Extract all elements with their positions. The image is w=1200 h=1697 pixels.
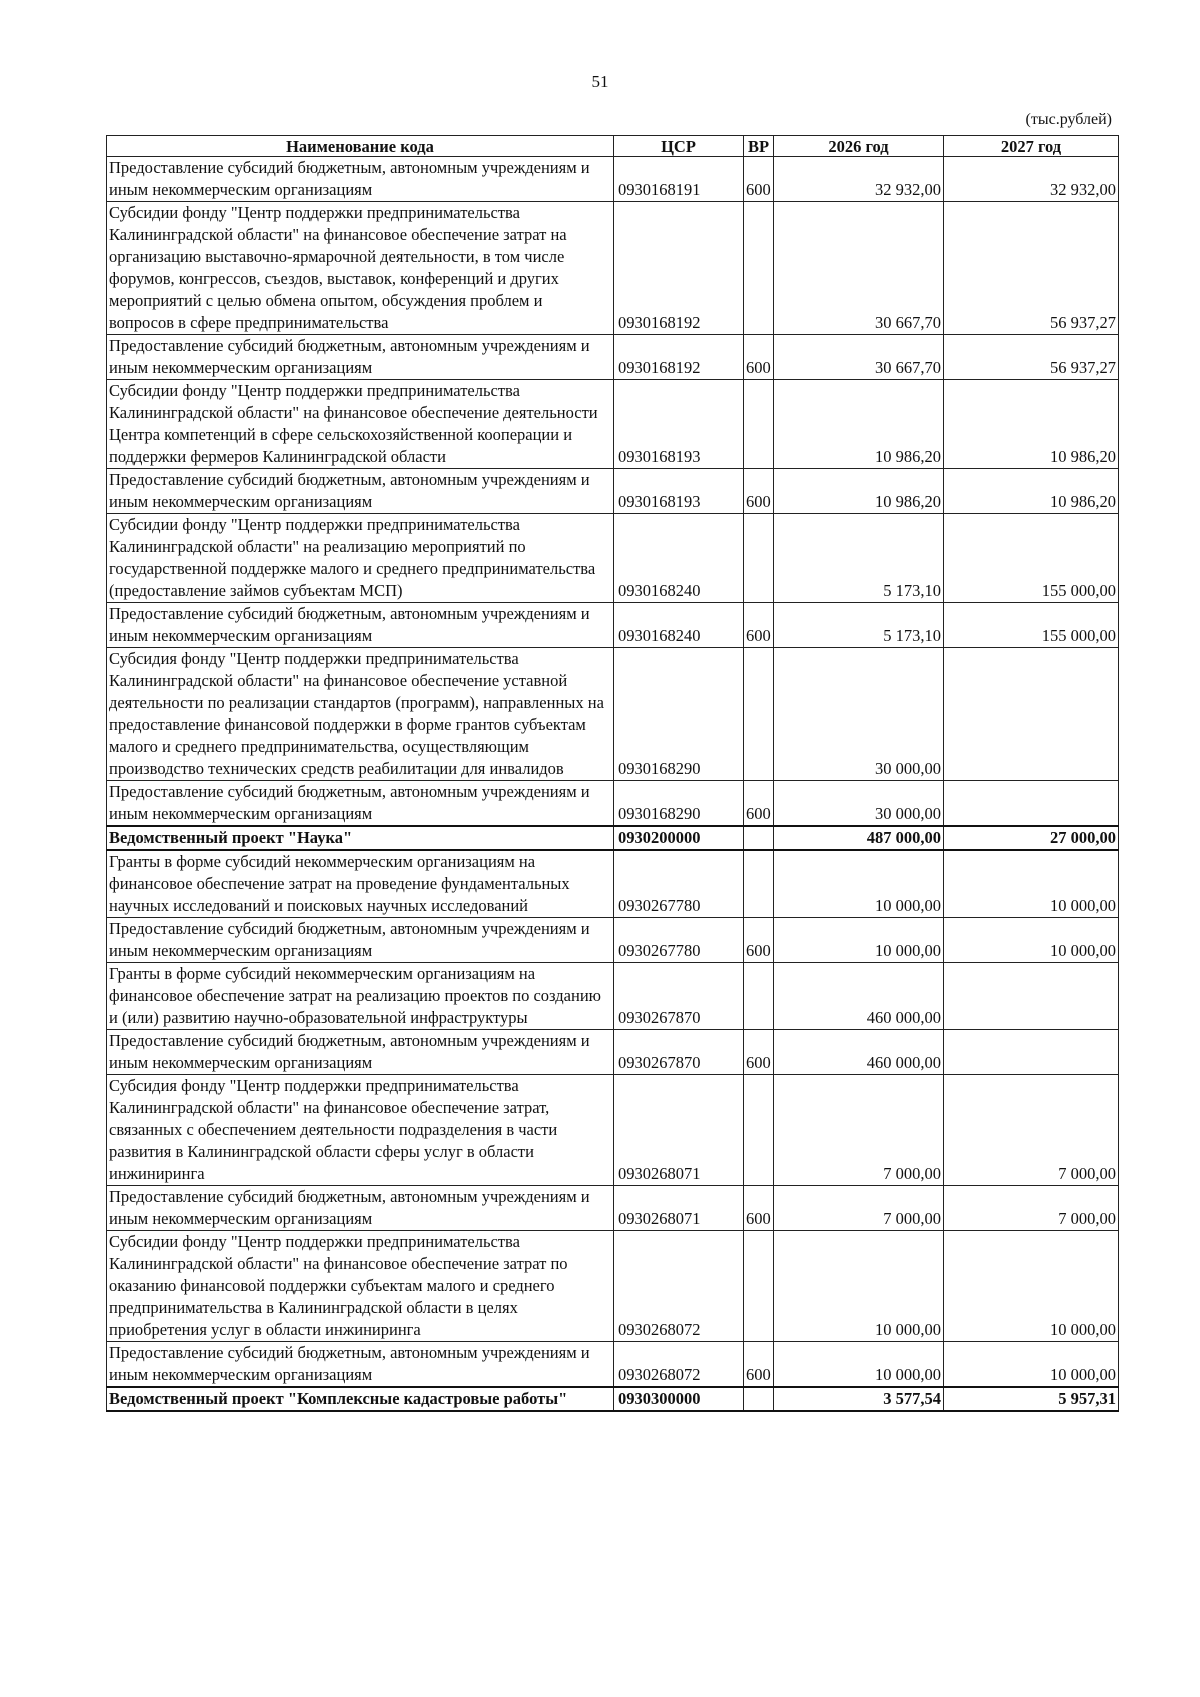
cell-csr: 0930200000 xyxy=(614,826,744,850)
table-row xyxy=(107,1231,1119,1342)
cell-vr xyxy=(744,514,774,603)
cell-2027: 10 000,00 xyxy=(944,850,1119,918)
cell-csr: 0930267780 xyxy=(614,850,744,918)
cell-2027: 5 957,31 xyxy=(944,1387,1119,1411)
cell-2027: 7 000,00 xyxy=(944,1075,1119,1186)
table-row xyxy=(107,202,1119,335)
cell-2026: 30 000,00 xyxy=(774,781,944,827)
cell-vr xyxy=(744,850,774,918)
table-row xyxy=(107,918,1119,963)
cell-2026: 460 000,00 xyxy=(774,1030,944,1075)
cell-name: Предоставление субсидий бюджетным, автономным учреждениям и иным некоммерческим организациям xyxy=(107,781,614,827)
table-row xyxy=(107,648,1119,781)
cell-2027: 10 986,20 xyxy=(944,380,1119,469)
cell-2027: 155 000,00 xyxy=(944,603,1119,648)
table-row xyxy=(107,1387,1119,1411)
cell-vr: 600 xyxy=(744,1342,774,1388)
cell-name: Предоставление субсидий бюджетным, автономным учреждениям и иным некоммерческим организациям xyxy=(107,918,614,963)
cell-csr: 0930168193 xyxy=(614,380,744,469)
cell-name: Предоставление субсидий бюджетным, автономным учреждениям и иным некоммерческим организациям xyxy=(107,1186,614,1231)
cell-name: Субсидии фонду "Центр поддержки предпринимательства Калининградской области" на финансовое обеспечение затрат на организацию выставочно-ярмарочной деятельности, в том числе форумов, конгрессов, съездов, выставок, конференций и других мероприятий с целью обмена опытом, обсуждения проблем и вопросов в сфере предпринимательства xyxy=(107,202,614,335)
cell-name: Гранты в форме субсидий некоммерческим организациям на финансовое обеспечение затрат на реализацию проектов по созданию и (или) развитию научно-образовательной инфраструктуры xyxy=(107,963,614,1030)
cell-csr: 0930267780 xyxy=(614,918,744,963)
cell-name: Предоставление субсидий бюджетным, автономным учреждениям и иным некоммерческим организациям xyxy=(107,469,614,514)
cell-vr: 600 xyxy=(744,1186,774,1231)
cell-vr: 600 xyxy=(744,603,774,648)
cell-csr: 0930168192 xyxy=(614,202,744,335)
table-row xyxy=(107,469,1119,514)
table-row xyxy=(107,1075,1119,1186)
cell-name: Предоставление субсидий бюджетным, автономным учреждениям и иным некоммерческим организациям xyxy=(107,157,614,202)
cell-csr: 0930268071 xyxy=(614,1186,744,1231)
cell-2026: 32 932,00 xyxy=(774,157,944,202)
cell-2027: 56 937,27 xyxy=(944,335,1119,380)
table-row xyxy=(107,514,1119,603)
cell-2027 xyxy=(944,648,1119,781)
header-name: Наименование кода xyxy=(107,136,614,157)
cell-2026: 10 986,20 xyxy=(774,469,944,514)
cell-csr: 0930168290 xyxy=(614,648,744,781)
table-row xyxy=(107,963,1119,1030)
cell-2026: 5 173,10 xyxy=(774,514,944,603)
table-row xyxy=(107,380,1119,469)
cell-vr: 600 xyxy=(744,157,774,202)
cell-2026: 460 000,00 xyxy=(774,963,944,1030)
cell-2027: 56 937,27 xyxy=(944,202,1119,335)
table-row xyxy=(107,157,1119,202)
cell-csr: 0930267870 xyxy=(614,963,744,1030)
table-row xyxy=(107,335,1119,380)
cell-csr: 0930168240 xyxy=(614,514,744,603)
budget-table xyxy=(106,135,1119,1412)
table-header-row xyxy=(107,136,1119,157)
cell-vr xyxy=(744,1075,774,1186)
cell-2027: 155 000,00 xyxy=(944,514,1119,603)
cell-2026: 487 000,00 xyxy=(774,826,944,850)
cell-name: Субсидии фонду "Центр поддержки предпринимательства Калининградской области" на финансовое обеспечение затрат по оказанию финансовой поддержки субъектам малого и среднего предпринимательства в Калининградской области в целях приобретения услуг в области инжиниринга xyxy=(107,1231,614,1342)
cell-vr xyxy=(744,963,774,1030)
header-2026: 2026 год xyxy=(774,136,944,157)
cell-2026: 10 000,00 xyxy=(774,1342,944,1388)
cell-vr: 600 xyxy=(744,1030,774,1075)
table-row xyxy=(107,1030,1119,1075)
cell-2026: 7 000,00 xyxy=(774,1186,944,1231)
cell-csr: 0930168193 xyxy=(614,469,744,514)
cell-name: Субсидия фонду "Центр поддержки предпринимательства Калининградской области" на финансовое обеспечение затрат, связанных с обеспечением деятельности подразделения в части развития в Калининградской области сферы услуг в области инжиниринга xyxy=(107,1075,614,1186)
cell-2026: 30 000,00 xyxy=(774,648,944,781)
cell-vr: 600 xyxy=(744,469,774,514)
cell-csr: 0930168290 xyxy=(614,781,744,827)
units-label: (тыс.рублей) xyxy=(1025,111,1112,128)
cell-vr xyxy=(744,202,774,335)
cell-name: Субсидии фонду "Центр поддержки предпринимательства Калининградской области" на финансовое обеспечение деятельности Центра компетенций в сфере сельскохозяйственной кооперации и поддержки фермеров Калининградской области xyxy=(107,380,614,469)
cell-vr xyxy=(744,648,774,781)
cell-name: Ведомственный проект "Комплексные кадастровые работы" xyxy=(107,1387,614,1411)
cell-2026: 10 000,00 xyxy=(774,918,944,963)
table-row xyxy=(107,1186,1119,1231)
cell-vr xyxy=(744,1231,774,1342)
cell-2027 xyxy=(944,781,1119,827)
cell-2026: 30 667,70 xyxy=(774,335,944,380)
cell-2027 xyxy=(944,1030,1119,1075)
cell-2026: 30 667,70 xyxy=(774,202,944,335)
table-body xyxy=(107,157,1119,1412)
table-row xyxy=(107,850,1119,918)
cell-2027: 27 000,00 xyxy=(944,826,1119,850)
cell-2026: 7 000,00 xyxy=(774,1075,944,1186)
cell-csr: 0930268071 xyxy=(614,1075,744,1186)
cell-2027: 10 986,20 xyxy=(944,469,1119,514)
cell-name: Предоставление субсидий бюджетным, автономным учреждениям и иным некоммерческим организациям xyxy=(107,1342,614,1388)
cell-2027: 32 932,00 xyxy=(944,157,1119,202)
cell-name: Предоставление субсидий бюджетным, автономным учреждениям и иным некоммерческим организациям xyxy=(107,335,614,380)
cell-csr: 0930267870 xyxy=(614,1030,744,1075)
cell-csr: 0930268072 xyxy=(614,1342,744,1388)
cell-vr: 600 xyxy=(744,781,774,827)
cell-name: Ведомственный проект "Наука" xyxy=(107,826,614,850)
cell-2027 xyxy=(944,963,1119,1030)
cell-name: Гранты в форме субсидий некоммерческим организациям на финансовое обеспечение затрат на проведение фундаментальных научных исследований и поисковых научных исследований xyxy=(107,850,614,918)
cell-csr: 0930268072 xyxy=(614,1231,744,1342)
cell-csr: 0930168192 xyxy=(614,335,744,380)
cell-name: Субсидии фонду "Центр поддержки предпринимательства Калининградской области" на реализацию мероприятий по государственной поддержке малого и среднего предпринимательства (предоставление займов субъектам МСП) xyxy=(107,514,614,603)
cell-csr: 0930168240 xyxy=(614,603,744,648)
cell-vr: 600 xyxy=(744,335,774,380)
cell-name: Субсидия фонду "Центр поддержки предпринимательства Калининградской области" на финансовое обеспечение уставной деятельности по реализации стандартов (программ), направленных на предоставление финансовой поддержки в форме грантов субъектам малого и среднего предпринимательства, осуществляющим производство технических средств реабилитации для инвалидов xyxy=(107,648,614,781)
cell-vr xyxy=(744,380,774,469)
table-row xyxy=(107,826,1119,850)
header-vr: ВР xyxy=(744,136,774,157)
table-row xyxy=(107,603,1119,648)
header-csr: ЦСР xyxy=(614,136,744,157)
cell-csr: 0930168191 xyxy=(614,157,744,202)
header-2027: 2027 год xyxy=(944,136,1119,157)
cell-vr xyxy=(744,1387,774,1411)
cell-vr xyxy=(744,826,774,850)
cell-2026: 10 000,00 xyxy=(774,850,944,918)
cell-2026: 10 986,20 xyxy=(774,380,944,469)
cell-name: Предоставление субсидий бюджетным, автономным учреждениям и иным некоммерческим организациям xyxy=(107,603,614,648)
page-number: 51 xyxy=(591,72,609,91)
cell-name: Предоставление субсидий бюджетным, автономным учреждениям и иным некоммерческим организациям xyxy=(107,1030,614,1075)
cell-2026: 3 577,54 xyxy=(774,1387,944,1411)
cell-csr: 0930300000 xyxy=(614,1387,744,1411)
table-row xyxy=(107,1342,1119,1388)
cell-2027: 10 000,00 xyxy=(944,1231,1119,1342)
table-row xyxy=(107,781,1119,827)
cell-vr: 600 xyxy=(744,918,774,963)
cell-2027: 10 000,00 xyxy=(944,918,1119,963)
cell-2027: 10 000,00 xyxy=(944,1342,1119,1388)
cell-2026: 5 173,10 xyxy=(774,603,944,648)
cell-2026: 10 000,00 xyxy=(774,1231,944,1342)
cell-2027: 7 000,00 xyxy=(944,1186,1119,1231)
